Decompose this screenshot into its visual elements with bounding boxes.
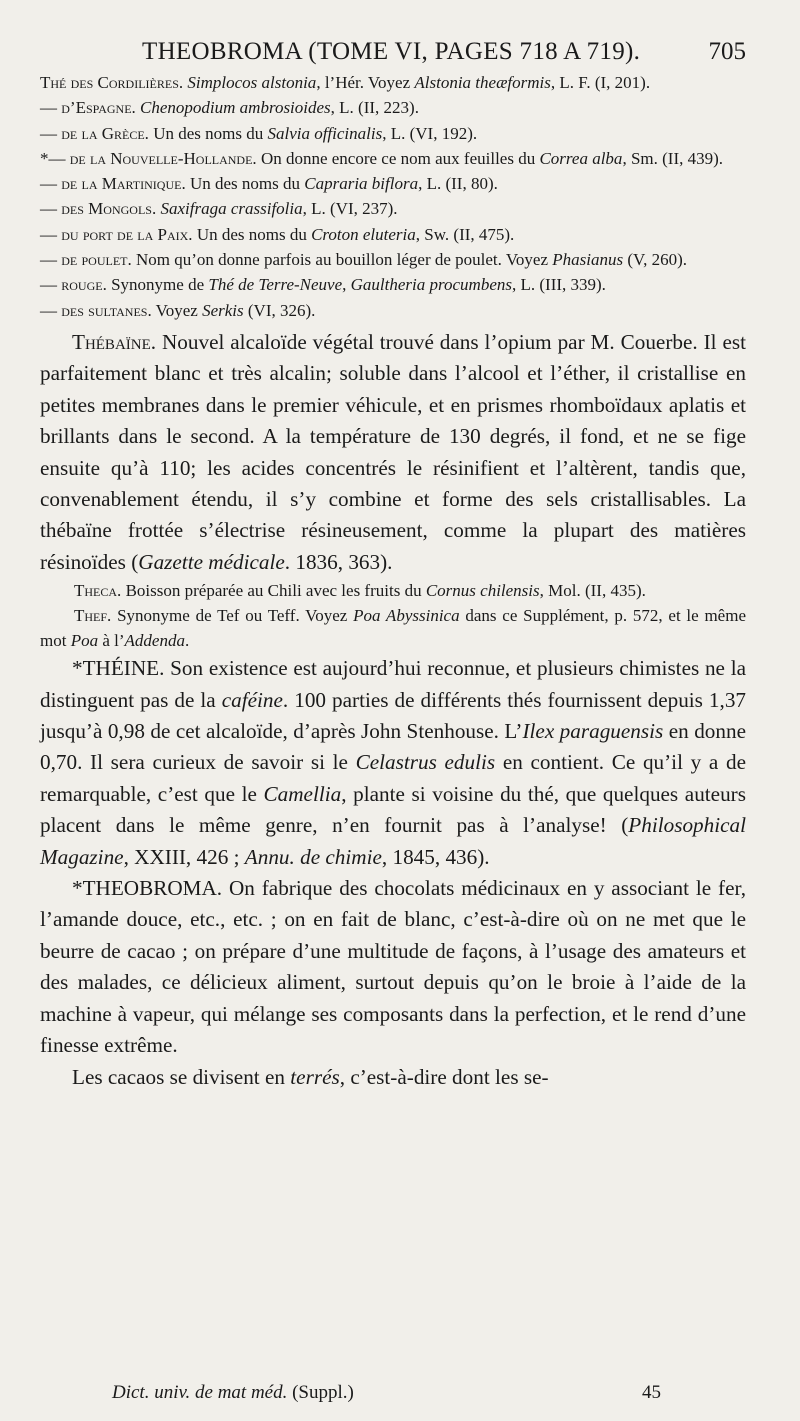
page [40,30,746,1093]
entry-the-martinique: — de la Martinique. Un des noms du Capraria biflora, L. (II, 80). [40,174,498,194]
running-header [40,30,746,70]
headword-theine: *THÉINE. [72,656,165,681]
page-number: 705 [708,38,746,65]
entry-thebaine: Thébaïne. Nouvel alcaloïde végétal trouvé dans l’opium par M. Couerbe. Il est parfaitement blanc et très alcalin; soluble dans l’alcool et l’éther, il cristallise en petites membranes dans le premier véhicule, et en prismes rhomboïdaux aplatis et brillants dans le second. A la température de 130 degrés, il fond, et ne se fige ensuite qu’à 110; les acides concentrés le résinifient et l’altèrent, tandis que, convenablement étendu, il s’y combine et forme des sels cristallisables. La thébaïne frottée s’électrise résineusement, comme la plupart des matières résinoïdes (Gazette médicale. 1836, 363). [40,329,746,574]
entry-the-rouge: — rouge. Synonyme de Thé de Terre-Neuve, Gaultheria procumbens, L. (III, 339). [40,275,606,295]
headword-theobroma: *THEOBROMA. [72,876,223,901]
entry-the-nouvelle-hollande: *— de la Nouvelle-Hollande. On donne encore ce nom aux feuilles du Correa alba, Sm. (II, 439). [40,148,724,168]
entries-main [40,653,746,1093]
running-title: THEOBROMA (TOME VI, PAGES 718 A 719). [142,38,641,65]
signature-mark: 45 [642,1382,661,1403]
the-entries [40,70,746,323]
entry-theca: Theca. Boisson préparée au Chili avec les fruits du Cornus chilensis, Mol. (II, 435). [74,581,646,601]
entry-the-cordilieres: Thé des Cordilières. Simplocos alstonia, l’Hér. Voyez Alstonia theæformis, L. F. (I, 201). [40,73,651,92]
entry-the-sultanes: — des sultanes. Voyez Serkis (VI, 326). [40,300,316,320]
entry-thef: Thef. Synonyme de Tef ou Teff. Voyez Poa Abyssinica dans ce Supplément, p. 572, et le même mot Poa à l’Addenda. [40,606,746,651]
entry-the-port-de-la-paix: — du port de la Paix. Un des noms du Croton eluteria, Sw. (II, 475). [40,224,515,244]
entry-theine: *THÉINE. Son existence est aujourd’hui reconnue, et plusieurs chimistes ne la distinguent pas de la caféine. 100 parties de différents thés fournissent depuis 1,37 jusqu’à 0,98 de cet alcaloïde, d’après John Stenhouse. L’Ilex paraguensis en donne 0,70. Il sera curieux de savoir si le Celastrus edulis en contient. Ce qu’il y a de remarquable, c’est que le Camellia, plante si voisine du thé, que quelques auteurs placent dans le même genre, n’en fournit pas à l’analyse! (Philosophical Magazine, XXIII, 426 ; Annu. de chimie, 1845, 436). [40,656,747,869]
entry-the-mongols: — des Mongols. Saxifraga crassifolia, L. (VI, 237). [40,199,398,219]
entry-theobroma: *THEOBROMA. On fabrique des chocolats médicinaux en y associant le fer, l’amande douce, etc., etc. ; on en fait de blanc, c’est-à-dire où on ne met que le beurre de cacao ; on prépare d’une multitude de façons, à l’usage des amateurs et des malades, ce délicieux aliment, surtout depuis qu’on le broie à l’aide de la machine à vapeur, qui mélange ses composants dans la perfection, et le rend d’une finesse extrême. [40,876,746,1058]
entry-the-poulet: — de poulet. Nom qu’on donne parfois au bouillon léger de poulet. Voyez Phasianus (V, 260). [40,250,688,270]
entries-theca-thef [40,578,746,653]
paragraph-cacaos: Les cacaos se divisent en terrés, c’est-à-dire dont les se- [72,1064,549,1089]
entry-the-grece: — de la Grèce. Un des noms du Salvia officinalis, L. (VI, 192). [40,123,478,143]
headword-thebaine: Thébaïne. [72,329,157,354]
footer-source: Dict. univ. de mat méd. (Suppl.) [112,1382,354,1403]
entry-the-espagne: — d’Espagne. Chenopodium ambrosioides, L. (II, 223). [40,98,419,118]
